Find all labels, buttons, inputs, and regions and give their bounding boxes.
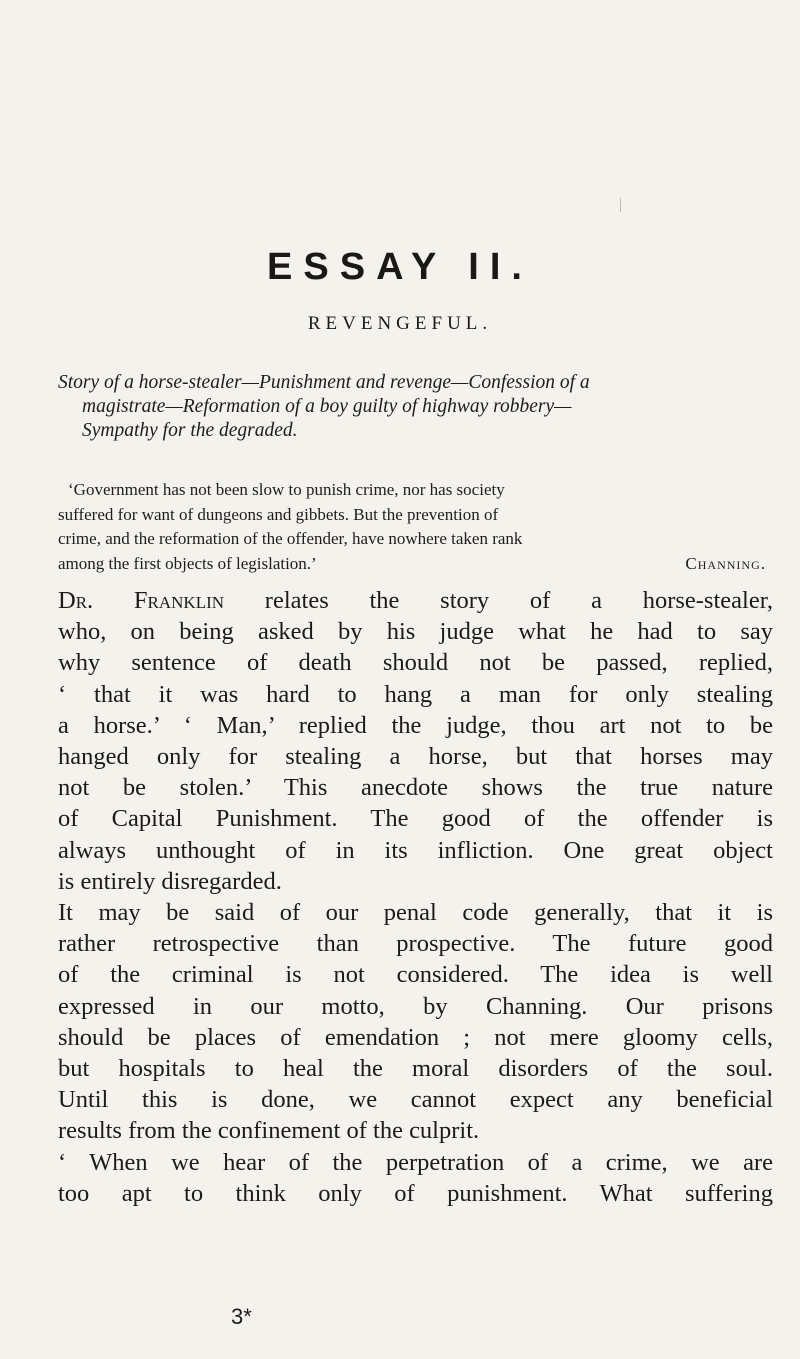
synopsis-line: Sympathy for the degraded. — [82, 420, 298, 441]
author-name: Dr. Franklin — [58, 587, 225, 614]
synopsis-line: Story of a horse-stealer—Punishment and revenge—Confession of a — [58, 372, 590, 393]
epigraph-line: suffered for want of dungeons and gibbets. But the prevention of — [58, 504, 499, 524]
body-line: not be stolen.’ This anecdote shows the true nature — [58, 774, 773, 802]
paper-mark — [620, 198, 621, 212]
body-line-text: relates the story of a horse-stealer, — [264, 587, 774, 614]
body-paragraphs — [58, 585, 773, 1209]
essay-title: ESSAY II. — [267, 246, 533, 288]
body-line: should be places of emendation ; not mere gloomy cells, — [58, 1023, 773, 1051]
body-line: always unthought of in its infliction. One great object — [58, 836, 773, 864]
body-line: a horse.’ ‘ Man,’ replied the judge, thou art not to be — [58, 711, 773, 739]
body-line: who, on being asked by his judge what he had to say — [58, 618, 773, 646]
synopsis-line: magistrate—Reformation of a boy guilty of highway robbery— — [82, 396, 572, 417]
body-line: results from the confinement of the culprit. — [58, 1117, 480, 1145]
body-line: ‘ When we hear of the perpetration of a crime, we are — [58, 1148, 773, 1176]
chapter-synopsis — [58, 371, 758, 443]
body-line: expressed in our motto, by Channing. Our prisons — [58, 992, 773, 1020]
body-line: hanged only for stealing a horse, but that horses may — [58, 743, 773, 771]
body-line: is entirely disregarded. — [58, 867, 282, 895]
essay-subtitle: REVENGEFUL. — [307, 313, 493, 334]
body-line: but hospitals to heal the moral disorders of the soul. — [58, 1055, 773, 1083]
body-line: of Capital Punishment. The good of the offender is — [58, 805, 773, 833]
body-line — [58, 585, 773, 616]
body-line: It may be said of our penal code generally, that it is — [58, 899, 773, 927]
epigraph-line: ‘Government has not been slow to punish crime, nor has society — [68, 480, 505, 499]
body-line: Until this is done, we cannot expect any beneficial — [58, 1086, 773, 1114]
signature-mark: 3* — [231, 1304, 252, 1329]
body-line: too apt to think only of punishment. What suffering — [58, 1179, 773, 1207]
epigraph-line-text: among the first objects of legislation.’ — [58, 553, 317, 573]
body-line: of the criminal is not considered. The idea is well — [58, 961, 773, 989]
epigraph-attribution: Channing. — [685, 553, 766, 573]
epigraph-line: crime, and the reformation of the offender, have nowhere taken rank — [58, 529, 523, 548]
body-line: rather retrospective than prospective. The future good — [58, 930, 773, 958]
body-line: why sentence of death should not be passed, replied, — [58, 649, 773, 677]
epigraph-line — [58, 552, 770, 577]
body-line: ‘ that it was hard to hang a man for only stealing — [58, 680, 773, 708]
epigraph-quote — [58, 478, 770, 576]
